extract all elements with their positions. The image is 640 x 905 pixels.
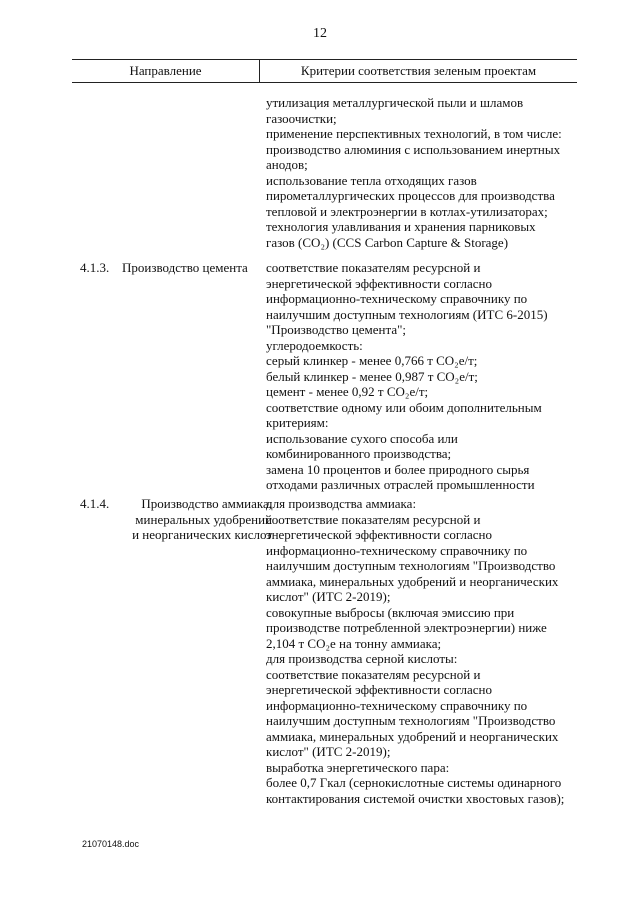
- criteria-line: утилизация металлургической пыли и шламов: [266, 95, 524, 110]
- criteria-line: информационно-техническому справочнику по: [266, 697, 528, 713]
- criteria-line: наилучшим доступным технологиям "Производство: [266, 713, 556, 728]
- criteria-line: производстве потребленной электроэнергии) ниже: [266, 620, 547, 635]
- criteria-line: отходами различных отраслей промышленности: [266, 477, 535, 492]
- criteria-line: серый клинкер - менее 0,766 т CO₂е/т;: [266, 353, 478, 368]
- header-criteria: Критерии соответствия зеленым проектам: [300, 63, 537, 78]
- criteria-line: выработка энергетического пара:: [266, 759, 450, 775]
- row-number: 4.1.4.: [80, 496, 110, 511]
- criteria-line: для производства серной кислоты:: [266, 651, 458, 666]
- direction-line: Производство аммиака,: [141, 496, 272, 511]
- criteria-line: кислот" (ИТС 2-2019);: [266, 589, 391, 604]
- criteria-line: газоочистки;: [266, 110, 337, 126]
- continuation-criteria: [266, 95, 586, 250]
- criteria-line: энергетической эффективности согласно: [266, 682, 492, 697]
- row-number: 4.1.3.: [80, 260, 110, 275]
- criteria-line: белый клинкер - менее 0,987 т CO₂е/т;: [266, 368, 478, 384]
- criteria-line: комбинированного производства;: [266, 446, 452, 461]
- criteria-line: для производства аммиака:: [266, 496, 417, 511]
- criteria-line: информационно-техническому справочнику по: [266, 291, 528, 306]
- criteria-line: совокупные выбросы (включая эмиссию при: [266, 604, 515, 620]
- criteria-line: использование сухого способа или: [266, 430, 458, 446]
- criteria-line: пирометаллургических процессов для производства: [266, 188, 555, 203]
- criteria-line: энергетической эффективности согласно: [266, 275, 492, 291]
- row-direction: [122, 496, 272, 543]
- criteria-line: соответствие одному или обоим дополнительным: [266, 399, 542, 415]
- criteria-line: использование тепла отходящих газов: [266, 172, 477, 188]
- criteria-line: аммиака, минеральных удобрений и неорганических: [266, 573, 559, 589]
- criteria-line: более 0,7 Гкал (сернокислотные системы одинарного: [266, 775, 562, 790]
- direction-line: и неорганических кислот: [132, 527, 272, 542]
- criteria-line: критериям:: [266, 415, 329, 430]
- criteria-line: углеродоемкость:: [266, 337, 363, 353]
- criteria-line: тепловой и электроэнергии в котлах-утилизаторах;: [266, 203, 548, 219]
- criteria-line: информационно-техническому справочнику по: [266, 542, 528, 558]
- criteria-line: контактирования системой очистки хвостовых газов);: [266, 790, 565, 806]
- footer-doc-id: 21070148.doc: [82, 839, 140, 849]
- criteria-line: технология улавливания и хранения парниковых: [266, 219, 536, 234]
- criteria-line: замена 10 процентов и более природного сырья: [266, 461, 530, 477]
- header-direction: Направление: [129, 63, 202, 78]
- criteria-line: соответствие показателям ресурсной и: [266, 260, 481, 275]
- page-number: 12: [313, 26, 327, 41]
- row-direction: [122, 260, 272, 276]
- criteria-line: газов (CO₂) (CCS Carbon Capture & Storage): [266, 234, 509, 250]
- direction-line: минеральных удобрений: [135, 511, 272, 527]
- criteria-line: наилучшим доступным технологиям (ИТС 6-2015): [266, 306, 548, 322]
- criteria-line: кислот" (ИТС 2-2019);: [266, 744, 391, 759]
- criteria-line: "Производство цемента";: [266, 322, 407, 337]
- criteria-line: производство алюминия с использованием инертных: [266, 141, 561, 157]
- criteria-line: энергетической эффективности согласно: [266, 527, 492, 542]
- criteria-line: соответствие показателям ресурсной и: [266, 511, 481, 527]
- criteria-line: наилучшим доступным технологиям "Производство: [266, 558, 556, 573]
- direction-line: Производство цемента: [122, 260, 248, 275]
- row-criteria: [266, 260, 586, 493]
- criteria-line: соответствие показателям ресурсной и: [266, 666, 481, 682]
- criteria-line: цемент - менее 0,92 т CO₂е/т;: [266, 384, 429, 399]
- criteria-line: применение перспективных технологий, в том числе:: [266, 126, 562, 141]
- criteria-line: анодов;: [266, 157, 308, 172]
- criteria-line: аммиака, минеральных удобрений и неорганических: [266, 728, 559, 744]
- table-header: [72, 59, 577, 83]
- criteria-line: 2,104 т CO₂е на тонну аммиака;: [266, 635, 442, 651]
- row-criteria: [266, 496, 586, 806]
